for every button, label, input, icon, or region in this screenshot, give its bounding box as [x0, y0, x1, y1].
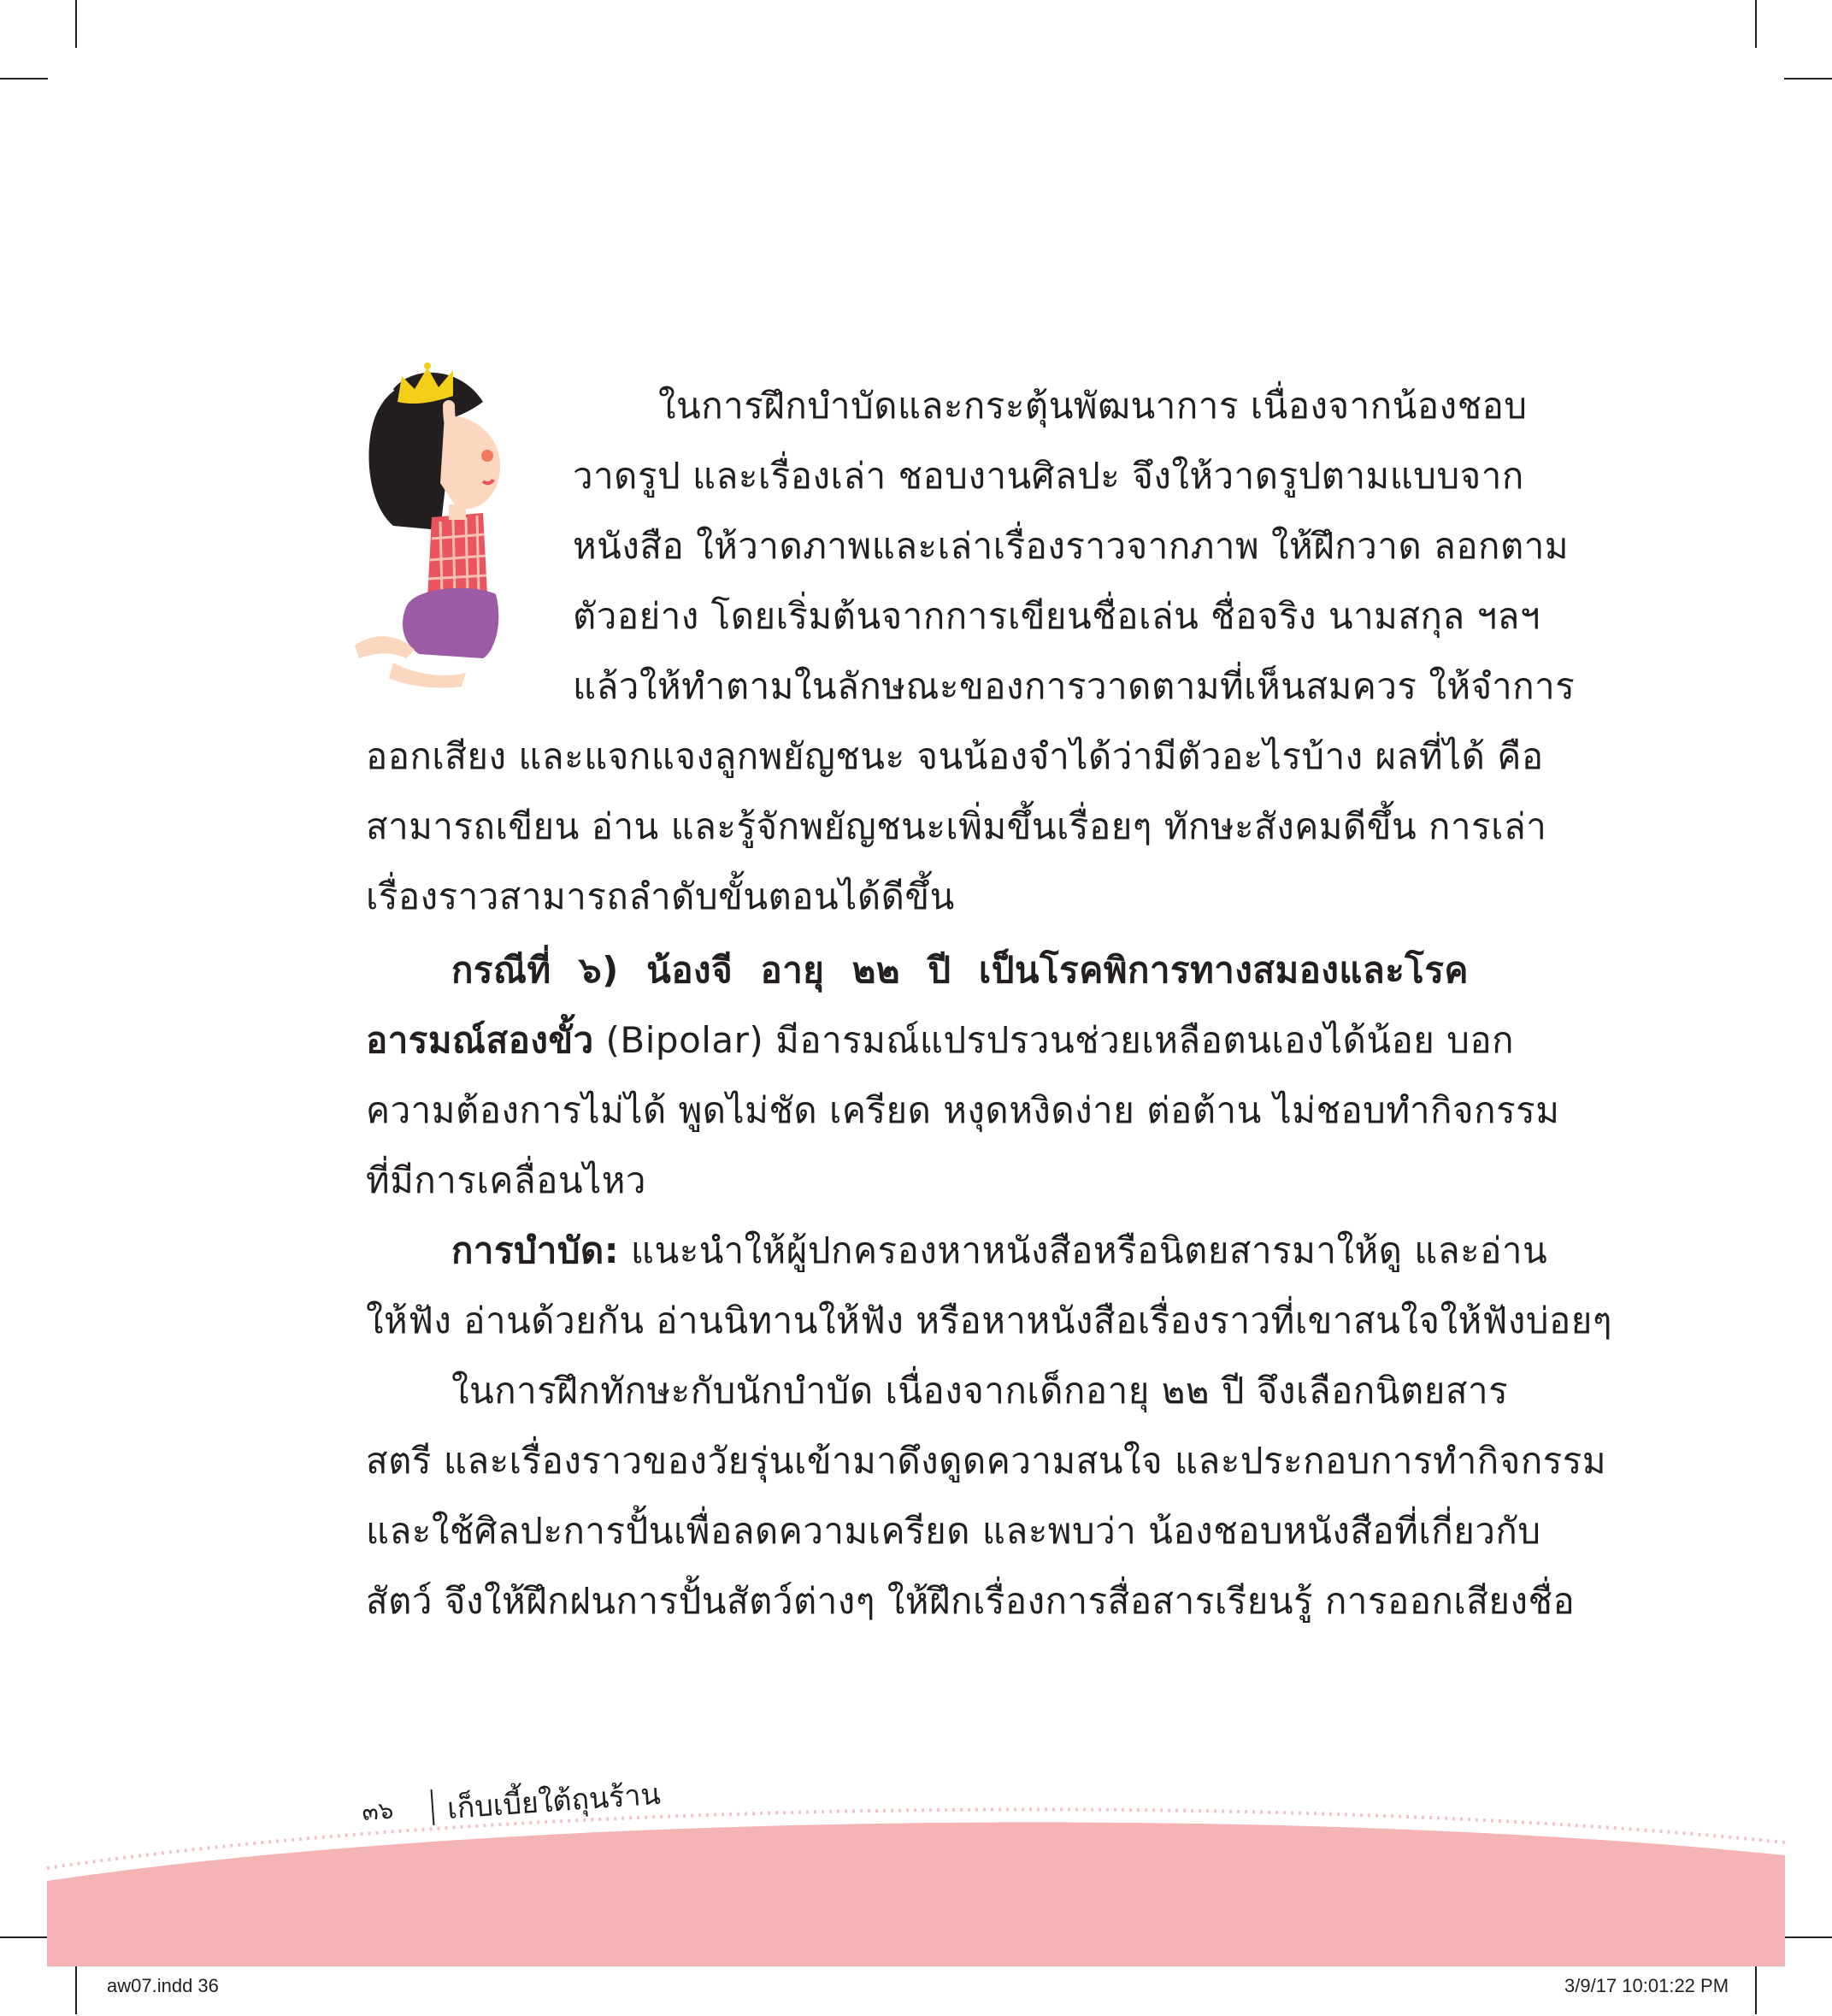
footer-pink-band [0, 1778, 1832, 1975]
training-line-2 [366, 1431, 1607, 1491]
training-line-3 [366, 1501, 1541, 1561]
crop-mark-top-left-h [0, 78, 48, 80]
body-line: ออกเสียง และแจกแจงลูกพยัญชนะ จนน้องจำได้ว่ามีตัวอะไรบ้าง ผลที่ได้ คือ [366, 735, 1544, 777]
case6-line-2 [366, 1011, 1515, 1070]
therapy-line-1-text: แนะนำให้ผู้ปกครองหาหนังสือหรือนิตยสารมาให้ดู และอ่าน [619, 1229, 1548, 1271]
case6-line-4 [366, 1151, 1469, 1211]
body-line: หนังสือ ให้วาดภาพและเล่าเรื่องราวจากภาพ ให้ฝึกวาด ลอกตาม [573, 525, 1570, 567]
body-line: แล้วให้ทำตามในลักษณะของการวาดตามที่เห็นสมควร ให้จำการ [573, 665, 1576, 707]
body-line: สามารถเขียน อ่าน และรู้จักพยัญชนะเพิ่มขึ้นเรื่อยๆ ทักษะสังคมดีขึ้น การเล่า [366, 805, 1547, 847]
girl-with-crown-illustration [346, 355, 539, 693]
book-title: เก็บเบี้ยใต้ถุนร้าน [445, 1777, 663, 1827]
training-line-1-text: ในการฝึกทักษะกับนักบำบัด เนื่องจากเด็กอายุ ๒๒ ปี จึงเลือกนิตยสาร [451, 1370, 1509, 1412]
case6-heading-text: กรณีที่ ๖) น้องจี อายุ ๒๒ ปี เป็นโรคพิการทางสมองและโรค [451, 949, 1469, 991]
therapy-line-1 [451, 1221, 1548, 1281]
case6-heading [451, 940, 1469, 1000]
body-line: เรื่องราวสามารถลำดับขั้นตอนได้ดีขึ้น [366, 875, 955, 917]
page-number: ๓๖ [361, 1795, 395, 1827]
crop-mark-top-right-h [1784, 78, 1832, 80]
case6-bold-term: อารมณ์สองขั้ว [366, 1019, 594, 1061]
case6-line-2-text: (Bipolar) มีอารมณ์แปรปรวนช่วยเหลือตนเองได้น้อย บอก [593, 1019, 1515, 1061]
therapy-label: การบำบัด: [451, 1229, 620, 1271]
case6-line-3-text: ความต้องการไม่ได้ พูดไม่ชัด เครียด หงุดหงิดง่าย ต่อต้าน ไม่ชอบทำกิจกรรม [366, 1089, 1560, 1131]
crop-mark-top-right [1755, 0, 1757, 48]
slug-timestamp: 3/9/17 10:01:22 PM [1564, 1975, 1729, 1996]
case6-line-3 [366, 1081, 1560, 1141]
body-line: ในการฝึกบำบัดและกระตุ้นพัฒนาการ เนื่องจากน้องชอบ [658, 385, 1528, 427]
training-line-3-text: และใช้ศิลปะการปั้นเพื่อลดความเครียด และพบว่า น้องชอบหนังสือที่เกี่ยวกับ [366, 1510, 1541, 1552]
slug-file: aw07.indd 36 [107, 1975, 219, 1996]
training-line-4 [366, 1571, 1576, 1631]
case6-line-4-text: ที่มีการเคลื่อนไหว [366, 1159, 646, 1201]
body-line: วาดรูป และเรื่องเล่า ชอบงานศิลปะ จึงให้วาดรูปตามแบบจาก [573, 455, 1524, 497]
training-line-4-text: สัตว์ จึงให้ฝึกฝนการปั้นสัตว์ต่างๆ ให้ฝึกเรื่องการสื่อสารเรียนรู้ การออกเสียงชื่อ [366, 1580, 1576, 1622]
training-line-1 [451, 1361, 1509, 1421]
therapy-line-2-text: ให้ฟัง อ่านด้วยกัน อ่านนิทานให้ฟัง หรือหาหนังสือเรื่องราวที่เขาสนใจให้ฟังบ่อยๆ [366, 1300, 1612, 1341]
therapy-line-2 [366, 1291, 1612, 1351]
crop-mark-top-left [75, 0, 77, 48]
training-line-2-text: สตรี และเรื่องราวของวัยรุ่นเข้ามาดึงดูดความสนใจ และประกอบการทำกิจกรรม [366, 1440, 1607, 1482]
body-line: ตัวอย่าง โดยเริ่มต้นจากการเขียนชื่อเล่น ชื่อจริง นามสกุล ฯลฯ [573, 595, 1540, 637]
